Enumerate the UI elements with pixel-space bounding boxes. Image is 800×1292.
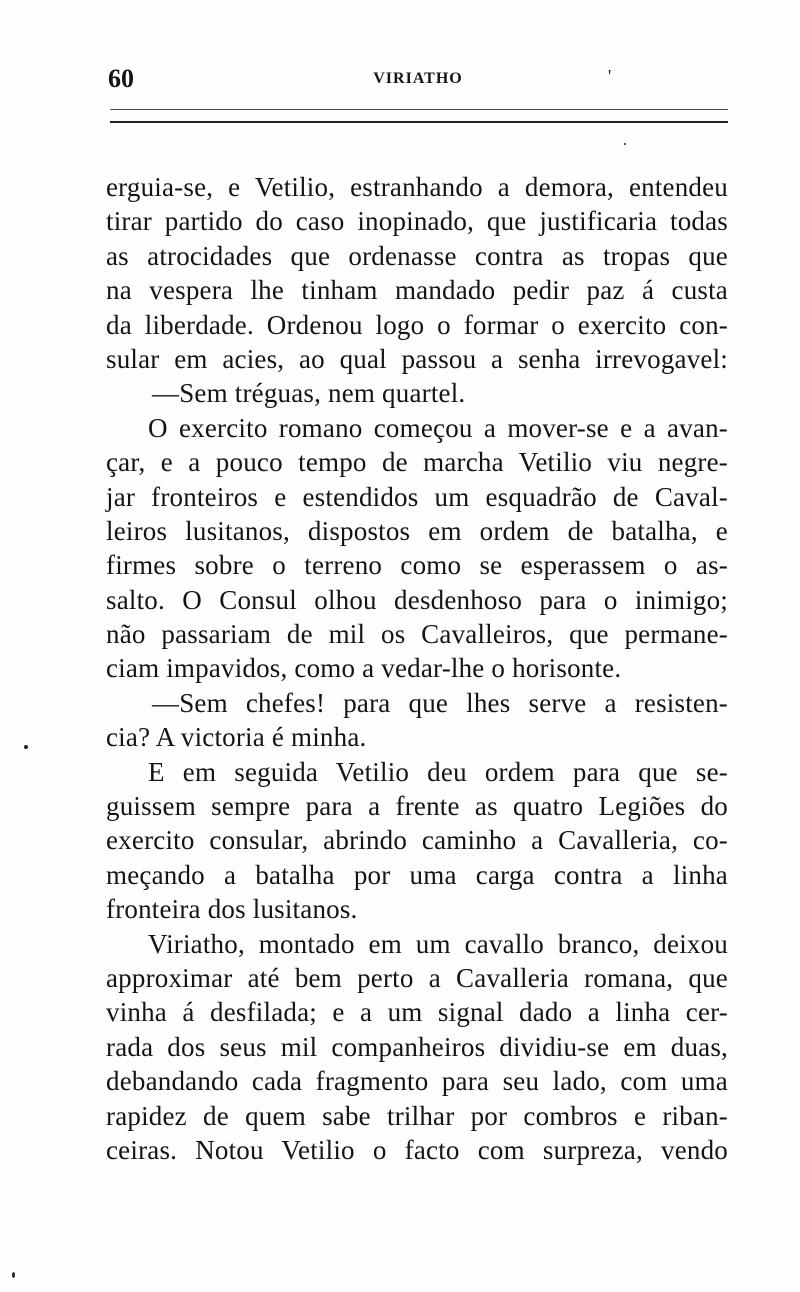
header-rule-thick [110, 121, 728, 123]
text-line: —Sem chefes! para que lhes serve a resisten- [152, 687, 728, 718]
text-line: as atrocidades que ordenasse contra as tropas que [106, 240, 728, 271]
paragraph [106, 927, 728, 1168]
paragraph [106, 170, 728, 376]
page-header [108, 58, 728, 94]
text-line: approximar até bem perto a Cavalleria romana, que [106, 962, 728, 993]
text-line: fronteira dos lusitanos. [106, 894, 358, 925]
text-line: meçando a batalha por uma carga contra a linha [106, 859, 728, 890]
text-line: debandando cada fragmento para seu lado, com uma [106, 1066, 728, 1097]
paragraph [106, 376, 728, 410]
text-line: jar fronteiros e estendidos um esquadrão de Caval- [106, 481, 728, 512]
text-line: firmes sobre o terreno como se esperassem o as- [106, 550, 728, 581]
running-title: VIRIATHO [373, 70, 463, 87]
text-line: ceiras. Notou Vetilio o facto com surpreza, vendo [106, 1134, 728, 1165]
body-text [106, 170, 728, 1167]
text-line: sular em acies, ao qual passou a senha irrevogavel: [106, 343, 728, 374]
scan-speck [24, 745, 28, 749]
scan-speck [12, 1272, 15, 1278]
text-line: cia? A victoria é minha. [106, 722, 367, 753]
text-line: —Sem tréguas, nem quartel. [152, 378, 466, 409]
print-mark: ' [608, 66, 612, 86]
header-rule-thin [110, 109, 728, 110]
text-line: E em seguida Vetilio deu ordem para que se- [148, 756, 728, 787]
text-line: leiros lusitanos, dispostos em ordem de batalha, e [106, 515, 728, 546]
text-line: ciam impavidos, como a vedar-lhe o horisonte. [106, 653, 622, 684]
text-line: salto. O Consul olhou desdenhoso para o inimigo; [106, 584, 728, 615]
scan-speck [624, 143, 626, 145]
text-line: vinha á desfilada; e a um signal dado a linha cer- [106, 997, 728, 1028]
text-line: não passariam de mil os Cavalleiros, que permane- [106, 619, 728, 650]
text-line: rapidez de quem sabe trilhar por combros e riban- [106, 1100, 728, 1131]
paragraph [106, 755, 728, 927]
text-line: rada dos seus mil companheiros dividiu-se em duas, [106, 1031, 728, 1062]
text-line: Viriatho, montado em um cavallo branco, deixou [148, 928, 728, 959]
paragraph [106, 411, 728, 686]
paragraph [106, 686, 728, 755]
text-line: na vespera lhe tinham mandado pedir paz á custa [106, 275, 728, 306]
text-line: exercito consular, abrindo caminho a Cavalleria, co- [106, 825, 728, 856]
text-line: tirar partido do caso inopinado, que justificaria todas [106, 206, 728, 237]
page-number: 60 [108, 64, 134, 93]
text-line: da liberdade. Ordenou logo o formar o exercito con- [106, 309, 728, 340]
text-line: erguia-se, e Vetilio, estranhando a demora, entendeu [106, 172, 728, 202]
text-line: O exercito romano começou a mover-se e a avan- [148, 412, 728, 443]
text-line: çar, e a pouco tempo de marcha Vetilio viu negre- [106, 447, 728, 478]
text-line: guissem sempre para a frente as quatro Legiões do [106, 791, 728, 822]
